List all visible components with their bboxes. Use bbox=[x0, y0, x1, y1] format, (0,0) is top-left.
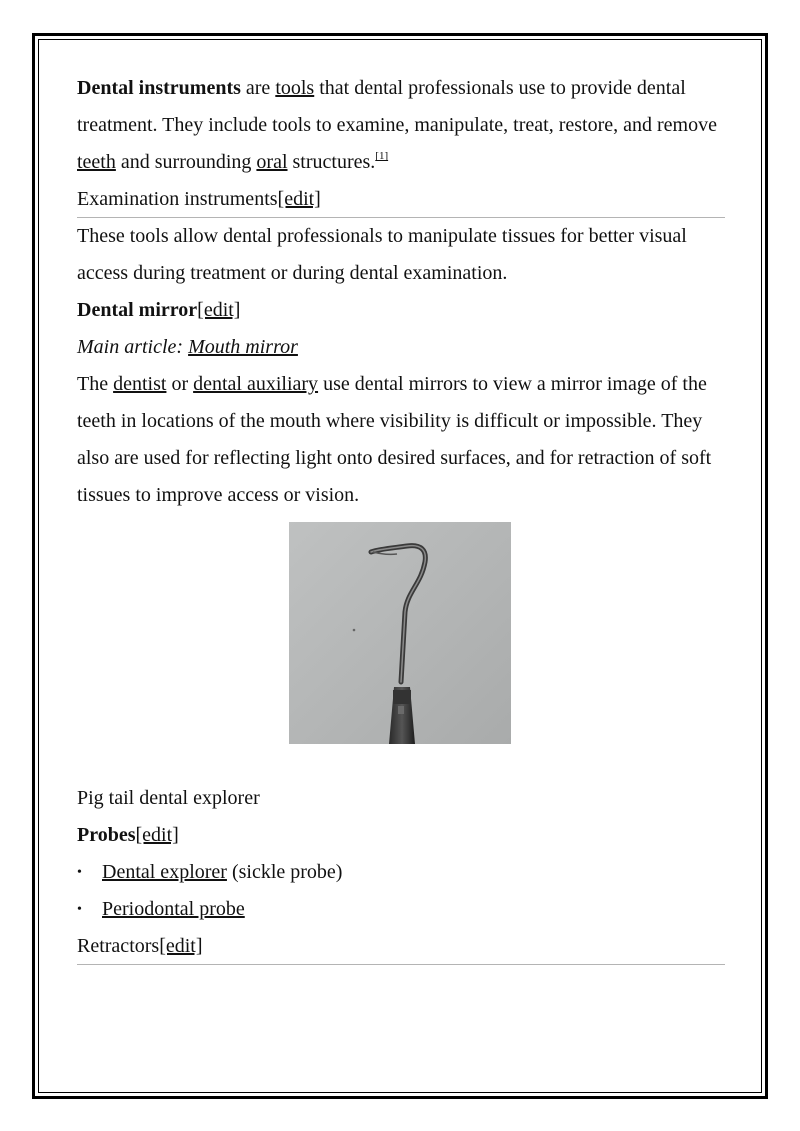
edit-link-examination[interactable]: [edit] bbox=[277, 188, 321, 210]
intro-text-3: and surrounding bbox=[115, 151, 257, 173]
mirror-text-1: The bbox=[77, 373, 114, 395]
bullet-icon: • bbox=[77, 865, 82, 880]
article-content bbox=[77, 70, 725, 965]
examination-paragraph: These tools allow dental professionals to manipulate tissues for better visual access during treatment or during dental examination. bbox=[77, 225, 687, 284]
figure-container bbox=[77, 514, 725, 780]
intro-paragraph bbox=[77, 70, 725, 181]
probes-list bbox=[77, 854, 725, 928]
list-item bbox=[77, 891, 725, 928]
link-oral[interactable]: oral bbox=[256, 151, 288, 173]
list-item bbox=[77, 854, 725, 891]
intro-text-2: that dental professionals use to provide dental treatment. They include tools to examine, manipulate, treat, restore, and remove bbox=[77, 77, 717, 136]
link-mouth-mirror[interactable]: Mouth mirror bbox=[188, 336, 298, 358]
intro-text-1: are bbox=[240, 77, 276, 99]
mirror-paragraph bbox=[77, 366, 725, 514]
link-periodontal-probe[interactable]: Periodontal probe bbox=[102, 898, 245, 920]
link-teeth[interactable]: teeth bbox=[77, 151, 116, 173]
link-dental-auxiliary[interactable]: dental auxiliary bbox=[193, 373, 319, 395]
reference-1-link[interactable]: [1] bbox=[375, 150, 389, 162]
mirror-text-2: or bbox=[166, 373, 194, 395]
figure-caption: Pig tail dental explorer bbox=[77, 787, 260, 809]
mirror-text-3: use dental mirrors to view a mirror image of the teeth in locations of the mouth where visibility is difficult or impossible. They also are used for reflecting light onto desired surfaces, and for retraction of soft tissues to improve access or vision. bbox=[77, 373, 712, 506]
link-tools[interactable]: tools bbox=[275, 77, 315, 99]
list-item-text: (sickle probe) bbox=[226, 861, 343, 883]
heading-examination-instruments bbox=[77, 181, 725, 218]
heading-dental-mirror bbox=[77, 292, 725, 329]
heading-examination-title: Examination instruments bbox=[77, 188, 278, 210]
hatnote-prefix: Main article: bbox=[77, 336, 189, 358]
heading-dental-mirror-title: Dental mirror bbox=[77, 299, 198, 321]
heading-retractors-title: Retractors bbox=[77, 935, 160, 957]
edit-link-retractors[interactable]: [edit] bbox=[159, 935, 203, 957]
edit-link-probes[interactable]: [edit] bbox=[135, 824, 179, 846]
bullet-icon: • bbox=[77, 902, 82, 917]
link-dentist[interactable]: dentist bbox=[113, 373, 167, 395]
hatnote-main-article bbox=[77, 329, 725, 366]
intro-text-4: structures. bbox=[287, 151, 376, 173]
heading-probes bbox=[77, 817, 725, 854]
link-dental-explorer[interactable]: Dental explorer bbox=[102, 861, 227, 883]
explorer-illustration bbox=[289, 522, 511, 744]
edit-link-dental-mirror[interactable]: [edit] bbox=[197, 299, 241, 321]
pig-tail-explorer-image bbox=[289, 522, 511, 744]
heading-probes-title: Probes bbox=[77, 824, 136, 846]
intro-term: Dental instruments bbox=[77, 77, 241, 99]
heading-retractors bbox=[77, 928, 725, 965]
